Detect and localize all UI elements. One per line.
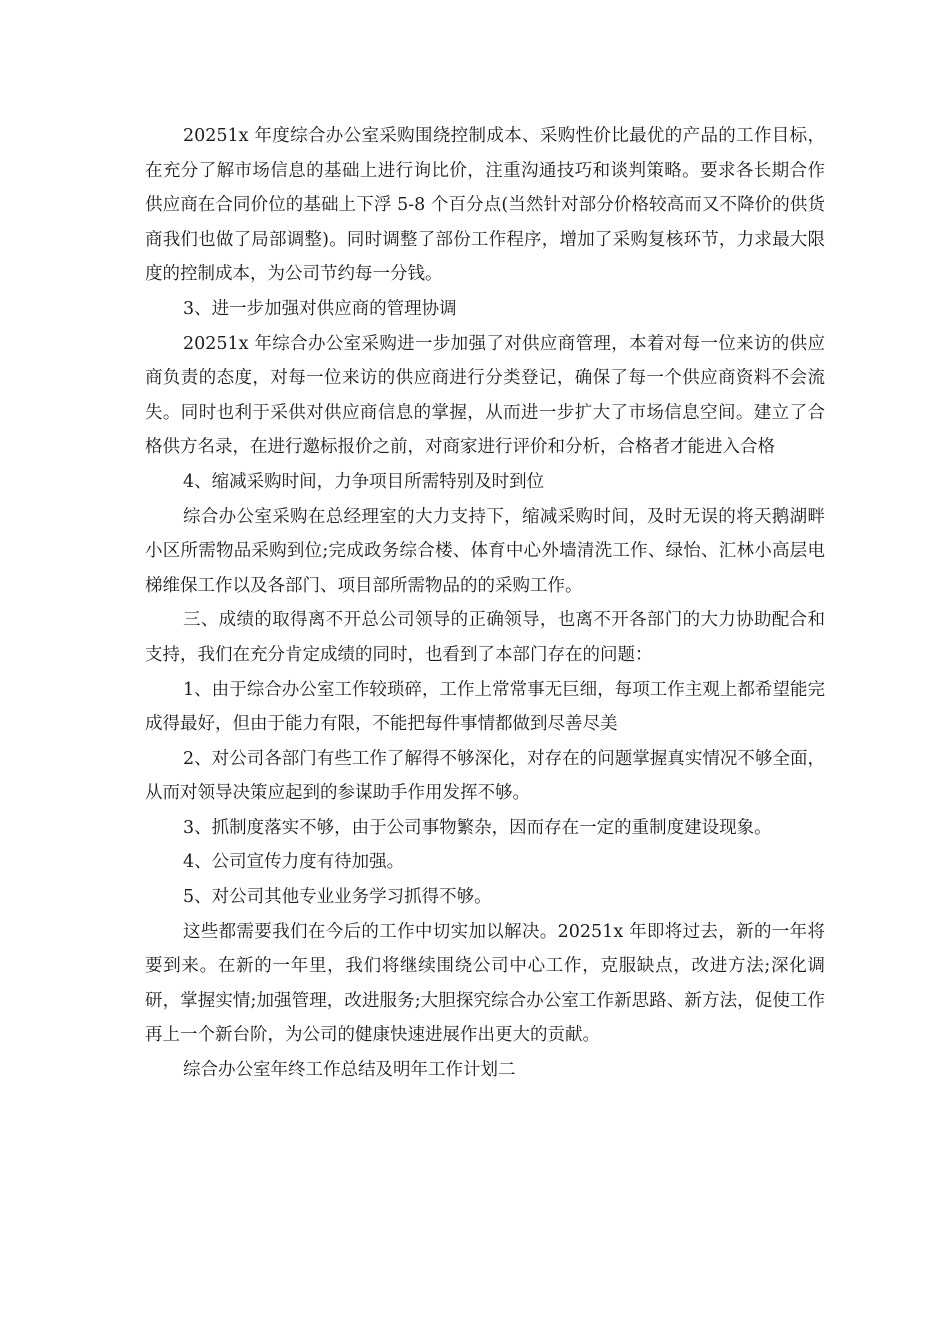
- paragraph-reduce-procurement-time: 综合办公室采购在总经理室的大力支持下，缩减采购时间，及时无误的将天鹅湖畔小区所需物品采购到位;完成政务综合楼、体育中心外墙清洗工作、绿怡、汇林小高层电梯维保工作以及各部门、项目部所需物品的的采购工作。: [145, 506, 825, 596]
- paragraph-supplier-management: 20251x 年综合办公室采购进一步加强了对供应商管理，本着对每一位来访的供应商负责的态度，对每一位来访的供应商进行分类登记，确保了每一个供应商资料不会流失。同时也利于采供对供应商信息的掌握，从而进一步扩大了市场信息空间。建立了合格供方名录，在进行邀标报价之前，对商家进行评价和分析，合格者才能进入合格: [145, 333, 825, 458]
- section-title-plan-two: 综合办公室年终工作总结及明年工作计划二: [183, 1060, 516, 1081]
- list-item-problem-4: 4、公司宣传力度有待加强。: [183, 852, 405, 873]
- list-item-problem-5: 5、对公司其他专业业务学习抓得不够。: [183, 887, 492, 908]
- paragraph-achievements-and-problems: 三、成绩的取得离不开总公司领导的正确领导，也离不开各部门的大力协助配合和支持，我们在充分肯定成绩的同时，也看到了本部门存在的问题：: [145, 610, 825, 665]
- paragraph-procurement-cost-control: 20251x 年度综合办公室采购围绕控制成本、采购性价比最优的产品的工作目标，在充分了解市场信息的基础上进行询比价，注重沟通技巧和谈判策略。要求各长期合作供应商在合同价位的基础上下浮 5-8 个百分点(当然针对部分价格较高而又不降价的供货商我们也做了局部调整)。同时调整了部份工作程序，增加了采购复核环节，力求最大限度的控制成本，为公司节约每一分钱。: [145, 126, 825, 285]
- list-item-problem-1: 1、由于综合办公室工作较琐碎，工作上常常事无巨细，每项工作主观上都希望能完成得最好，但由于能力有限，不能把每件事情都做到尽善尽美: [145, 679, 825, 735]
- heading-reduce-procurement-time: 4、缩减采购时间，力争项目所需特别及时到位: [183, 471, 545, 492]
- heading-supplier-management: 3、进一步加强对供应商的管理协调: [183, 298, 457, 319]
- document-body: [145, 119, 825, 1088]
- paragraph-conclusion: 这些都需要我们在今后的工作中切实加以解决。20251x 年即将过去，新的一年将要到来。在新的一年里，我们将继续围绕公司中心工作，克服缺点，改进方法;深化调研，掌握实情;加强管理，改进服务;大胆探究综合办公室工作新思路、新方法，促使工作再上一个新台阶，为公司的健康快速进展作出更大的贡献。: [145, 921, 825, 1046]
- list-item-problem-2: 2、对公司各部门有些工作了解得不够深化，对存在的问题掌握真实情况不够全面，从而对领导决策应起到的参谋助手作用发挥不够。: [145, 748, 825, 804]
- list-item-problem-3: 3、抓制度落实不够，由于公司事物繁杂，因而存在一定的重制度建设现象。: [183, 817, 772, 838]
